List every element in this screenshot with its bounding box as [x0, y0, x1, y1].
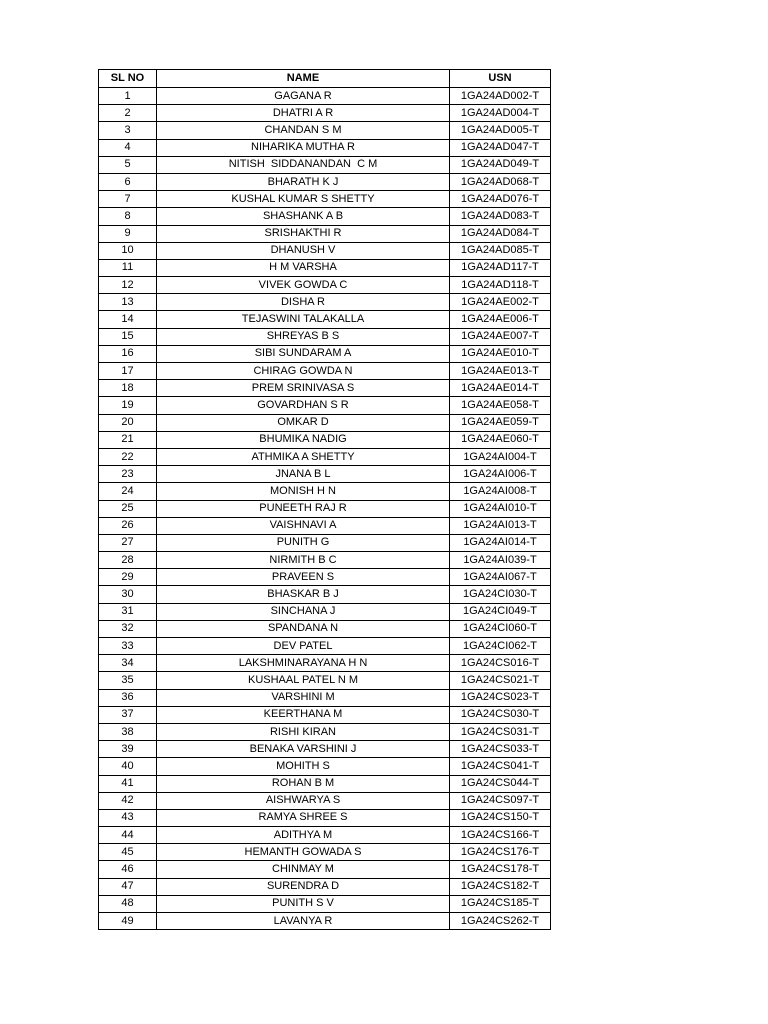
cell-usn: 1GA24CS033-T	[450, 741, 551, 758]
cell-usn: 1GA24CS150-T	[450, 809, 551, 826]
cell-sl-no: 34	[99, 655, 157, 672]
table-row	[99, 122, 551, 139]
cell-usn: 1GA24CS097-T	[450, 792, 551, 809]
cell-name: TEJASWINI TALAKALLA	[157, 311, 450, 328]
cell-sl-no: 19	[99, 397, 157, 414]
cell-usn: 1GA24AD117-T	[450, 259, 551, 276]
cell-name: AISHWARYA S	[157, 792, 450, 809]
table-row	[99, 277, 551, 294]
cell-name: SHREYAS B S	[157, 328, 450, 345]
table-row	[99, 466, 551, 483]
cell-sl-no: 26	[99, 517, 157, 534]
table-row	[99, 88, 551, 105]
cell-sl-no: 29	[99, 569, 157, 586]
cell-sl-no: 46	[99, 861, 157, 878]
table-row	[99, 156, 551, 173]
cell-sl-no: 48	[99, 895, 157, 912]
cell-name: SINCHANA J	[157, 603, 450, 620]
cell-usn: 1GA24AI004-T	[450, 448, 551, 465]
cell-sl-no: 10	[99, 242, 157, 259]
cell-sl-no: 42	[99, 792, 157, 809]
cell-usn: 1GA24AD068-T	[450, 173, 551, 190]
cell-usn: 1GA24AI013-T	[450, 517, 551, 534]
cell-sl-no: 6	[99, 173, 157, 190]
table-row	[99, 603, 551, 620]
table-row	[99, 311, 551, 328]
cell-sl-no: 49	[99, 913, 157, 930]
cell-name: ADITHYA M	[157, 827, 450, 844]
cell-sl-no: 36	[99, 689, 157, 706]
cell-name: BHUMIKA NADIG	[157, 431, 450, 448]
cell-sl-no: 18	[99, 380, 157, 397]
cell-name: VARSHINI M	[157, 689, 450, 706]
cell-usn: 1GA24AD084-T	[450, 225, 551, 242]
header-usn: USN	[450, 70, 551, 88]
table-row	[99, 775, 551, 792]
cell-sl-no: 27	[99, 534, 157, 551]
table-row	[99, 861, 551, 878]
table-row	[99, 345, 551, 362]
table-row	[99, 758, 551, 775]
cell-usn: 1GA24AI039-T	[450, 552, 551, 569]
cell-sl-no: 28	[99, 552, 157, 569]
cell-name: NITISH SIDDANANDAN C M	[157, 156, 450, 173]
cell-usn: 1GA24AD083-T	[450, 208, 551, 225]
cell-name: LAKSHMINARAYANA H N	[157, 655, 450, 672]
cell-name: DHANUSH V	[157, 242, 450, 259]
cell-sl-no: 13	[99, 294, 157, 311]
cell-usn: 1GA24AE059-T	[450, 414, 551, 431]
cell-sl-no: 31	[99, 603, 157, 620]
table-row	[99, 225, 551, 242]
cell-sl-no: 14	[99, 311, 157, 328]
cell-name: RAMYA SHREE S	[157, 809, 450, 826]
cell-name: OMKAR D	[157, 414, 450, 431]
student-table	[98, 69, 551, 930]
table-row	[99, 208, 551, 225]
cell-usn: 1GA24CS023-T	[450, 689, 551, 706]
cell-name: MOHITH S	[157, 758, 450, 775]
table-row	[99, 655, 551, 672]
cell-name: MONISH H N	[157, 483, 450, 500]
table-row	[99, 397, 551, 414]
table-row	[99, 895, 551, 912]
cell-usn: 1GA24AD049-T	[450, 156, 551, 173]
header-sl-no: SL NO	[99, 70, 157, 88]
cell-sl-no: 38	[99, 723, 157, 740]
cell-usn: 1GA24AE007-T	[450, 328, 551, 345]
table-row	[99, 431, 551, 448]
table-row	[99, 448, 551, 465]
cell-usn: 1GA24AE058-T	[450, 397, 551, 414]
table-row	[99, 414, 551, 431]
cell-usn: 1GA24CI060-T	[450, 620, 551, 637]
cell-sl-no: 16	[99, 345, 157, 362]
table-row	[99, 105, 551, 122]
table-header-row	[99, 70, 551, 88]
table-row	[99, 569, 551, 586]
cell-sl-no: 43	[99, 809, 157, 826]
table-row	[99, 878, 551, 895]
cell-sl-no: 22	[99, 448, 157, 465]
cell-sl-no: 1	[99, 88, 157, 105]
cell-sl-no: 9	[99, 225, 157, 242]
cell-usn: 1GA24AD047-T	[450, 139, 551, 156]
cell-usn: 1GA24AE006-T	[450, 311, 551, 328]
cell-usn: 1GA24AI006-T	[450, 466, 551, 483]
cell-name: BHARATH K J	[157, 173, 450, 190]
cell-sl-no: 41	[99, 775, 157, 792]
cell-name: KUSHAL KUMAR S SHETTY	[157, 191, 450, 208]
cell-name: GAGANA R	[157, 88, 450, 105]
cell-name: PUNEETH RAJ R	[157, 500, 450, 517]
cell-sl-no: 45	[99, 844, 157, 861]
cell-name: ROHAN B M	[157, 775, 450, 792]
cell-usn: 1GA24CS044-T	[450, 775, 551, 792]
cell-name: LAVANYA R	[157, 913, 450, 930]
table-row	[99, 689, 551, 706]
cell-usn: 1GA24CS262-T	[450, 913, 551, 930]
table-row	[99, 741, 551, 758]
table-row	[99, 259, 551, 276]
cell-usn: 1GA24AD005-T	[450, 122, 551, 139]
table-row	[99, 809, 551, 826]
cell-name: RISHI KIRAN	[157, 723, 450, 740]
table-row	[99, 483, 551, 500]
cell-sl-no: 2	[99, 105, 157, 122]
cell-usn: 1GA24AE014-T	[450, 380, 551, 397]
cell-sl-no: 3	[99, 122, 157, 139]
cell-sl-no: 37	[99, 706, 157, 723]
cell-usn: 1GA24AD004-T	[450, 105, 551, 122]
header-name: NAME	[157, 70, 450, 88]
cell-name: CHANDAN S M	[157, 122, 450, 139]
table-row	[99, 173, 551, 190]
cell-usn: 1GA24CS041-T	[450, 758, 551, 775]
table-row	[99, 328, 551, 345]
cell-usn: 1GA24CS030-T	[450, 706, 551, 723]
cell-usn: 1GA24AI014-T	[450, 534, 551, 551]
cell-usn: 1GA24AI067-T	[450, 569, 551, 586]
cell-name: JNANA B L	[157, 466, 450, 483]
cell-sl-no: 47	[99, 878, 157, 895]
cell-name: NIRMITH B C	[157, 552, 450, 569]
cell-usn: 1GA24AD002-T	[450, 88, 551, 105]
cell-usn: 1GA24CS016-T	[450, 655, 551, 672]
table-row	[99, 620, 551, 637]
cell-name: VIVEK GOWDA C	[157, 277, 450, 294]
cell-usn: 1GA24AD085-T	[450, 242, 551, 259]
cell-sl-no: 32	[99, 620, 157, 637]
cell-sl-no: 21	[99, 431, 157, 448]
cell-name: SIBI SUNDARAM A	[157, 345, 450, 362]
cell-sl-no: 11	[99, 259, 157, 276]
cell-usn: 1GA24CI049-T	[450, 603, 551, 620]
cell-name: ATHMIKA A SHETTY	[157, 448, 450, 465]
table-row	[99, 500, 551, 517]
table-row	[99, 723, 551, 740]
table-row	[99, 827, 551, 844]
table-row	[99, 242, 551, 259]
cell-usn: 1GA24CS176-T	[450, 844, 551, 861]
cell-usn: 1GA24AE010-T	[450, 345, 551, 362]
cell-usn: 1GA24CI030-T	[450, 586, 551, 603]
cell-sl-no: 39	[99, 741, 157, 758]
cell-name: BENAKA VARSHINI J	[157, 741, 450, 758]
cell-usn: 1GA24CS031-T	[450, 723, 551, 740]
cell-sl-no: 20	[99, 414, 157, 431]
cell-name: H M VARSHA	[157, 259, 450, 276]
table-row	[99, 706, 551, 723]
cell-name: CHIRAG GOWDA N	[157, 363, 450, 380]
cell-sl-no: 8	[99, 208, 157, 225]
cell-usn: 1GA24CS185-T	[450, 895, 551, 912]
cell-sl-no: 30	[99, 586, 157, 603]
cell-usn: 1GA24AI010-T	[450, 500, 551, 517]
table-row	[99, 586, 551, 603]
cell-name: VAISHNAVI A	[157, 517, 450, 534]
table-row	[99, 363, 551, 380]
table-row	[99, 552, 551, 569]
cell-usn: 1GA24AD118-T	[450, 277, 551, 294]
cell-sl-no: 7	[99, 191, 157, 208]
cell-name: PREM SRINIVASA S	[157, 380, 450, 397]
table-row	[99, 638, 551, 655]
table-row	[99, 844, 551, 861]
cell-sl-no: 25	[99, 500, 157, 517]
cell-usn: 1GA24CS178-T	[450, 861, 551, 878]
cell-name: SHASHANK A B	[157, 208, 450, 225]
cell-usn: 1GA24AI008-T	[450, 483, 551, 500]
cell-name: HEMANTH GOWADA S	[157, 844, 450, 861]
cell-name: SPANDANA N	[157, 620, 450, 637]
cell-usn: 1GA24AD076-T	[450, 191, 551, 208]
table-row	[99, 792, 551, 809]
cell-sl-no: 15	[99, 328, 157, 345]
cell-name: KUSHAAL PATEL N M	[157, 672, 450, 689]
cell-name: NIHARIKA MUTHA R	[157, 139, 450, 156]
cell-sl-no: 24	[99, 483, 157, 500]
cell-sl-no: 23	[99, 466, 157, 483]
cell-sl-no: 44	[99, 827, 157, 844]
table-row	[99, 913, 551, 930]
table-row	[99, 294, 551, 311]
cell-sl-no: 35	[99, 672, 157, 689]
table-row	[99, 672, 551, 689]
cell-name: CHINMAY M	[157, 861, 450, 878]
cell-name: DISHA R	[157, 294, 450, 311]
cell-sl-no: 33	[99, 638, 157, 655]
cell-name: KEERTHANA M	[157, 706, 450, 723]
cell-usn: 1GA24CI062-T	[450, 638, 551, 655]
table-row	[99, 380, 551, 397]
cell-name: PUNITH G	[157, 534, 450, 551]
table-row	[99, 534, 551, 551]
table-row	[99, 191, 551, 208]
cell-sl-no: 12	[99, 277, 157, 294]
cell-usn: 1GA24CS021-T	[450, 672, 551, 689]
cell-sl-no: 40	[99, 758, 157, 775]
cell-usn: 1GA24CS166-T	[450, 827, 551, 844]
table-row	[99, 517, 551, 534]
cell-name: DHATRI A R	[157, 105, 450, 122]
cell-sl-no: 17	[99, 363, 157, 380]
table-body	[99, 88, 551, 930]
cell-usn: 1GA24AE002-T	[450, 294, 551, 311]
cell-name: PUNITH S V	[157, 895, 450, 912]
cell-usn: 1GA24AE013-T	[450, 363, 551, 380]
cell-name: SURENDRA D	[157, 878, 450, 895]
table-row	[99, 139, 551, 156]
cell-name: SRISHAKTHI R	[157, 225, 450, 242]
cell-name: GOVARDHAN S R	[157, 397, 450, 414]
cell-sl-no: 4	[99, 139, 157, 156]
cell-usn: 1GA24AE060-T	[450, 431, 551, 448]
cell-name: BHASKAR B J	[157, 586, 450, 603]
cell-name: DEV PATEL	[157, 638, 450, 655]
cell-sl-no: 5	[99, 156, 157, 173]
cell-name: PRAVEEN S	[157, 569, 450, 586]
cell-usn: 1GA24CS182-T	[450, 878, 551, 895]
